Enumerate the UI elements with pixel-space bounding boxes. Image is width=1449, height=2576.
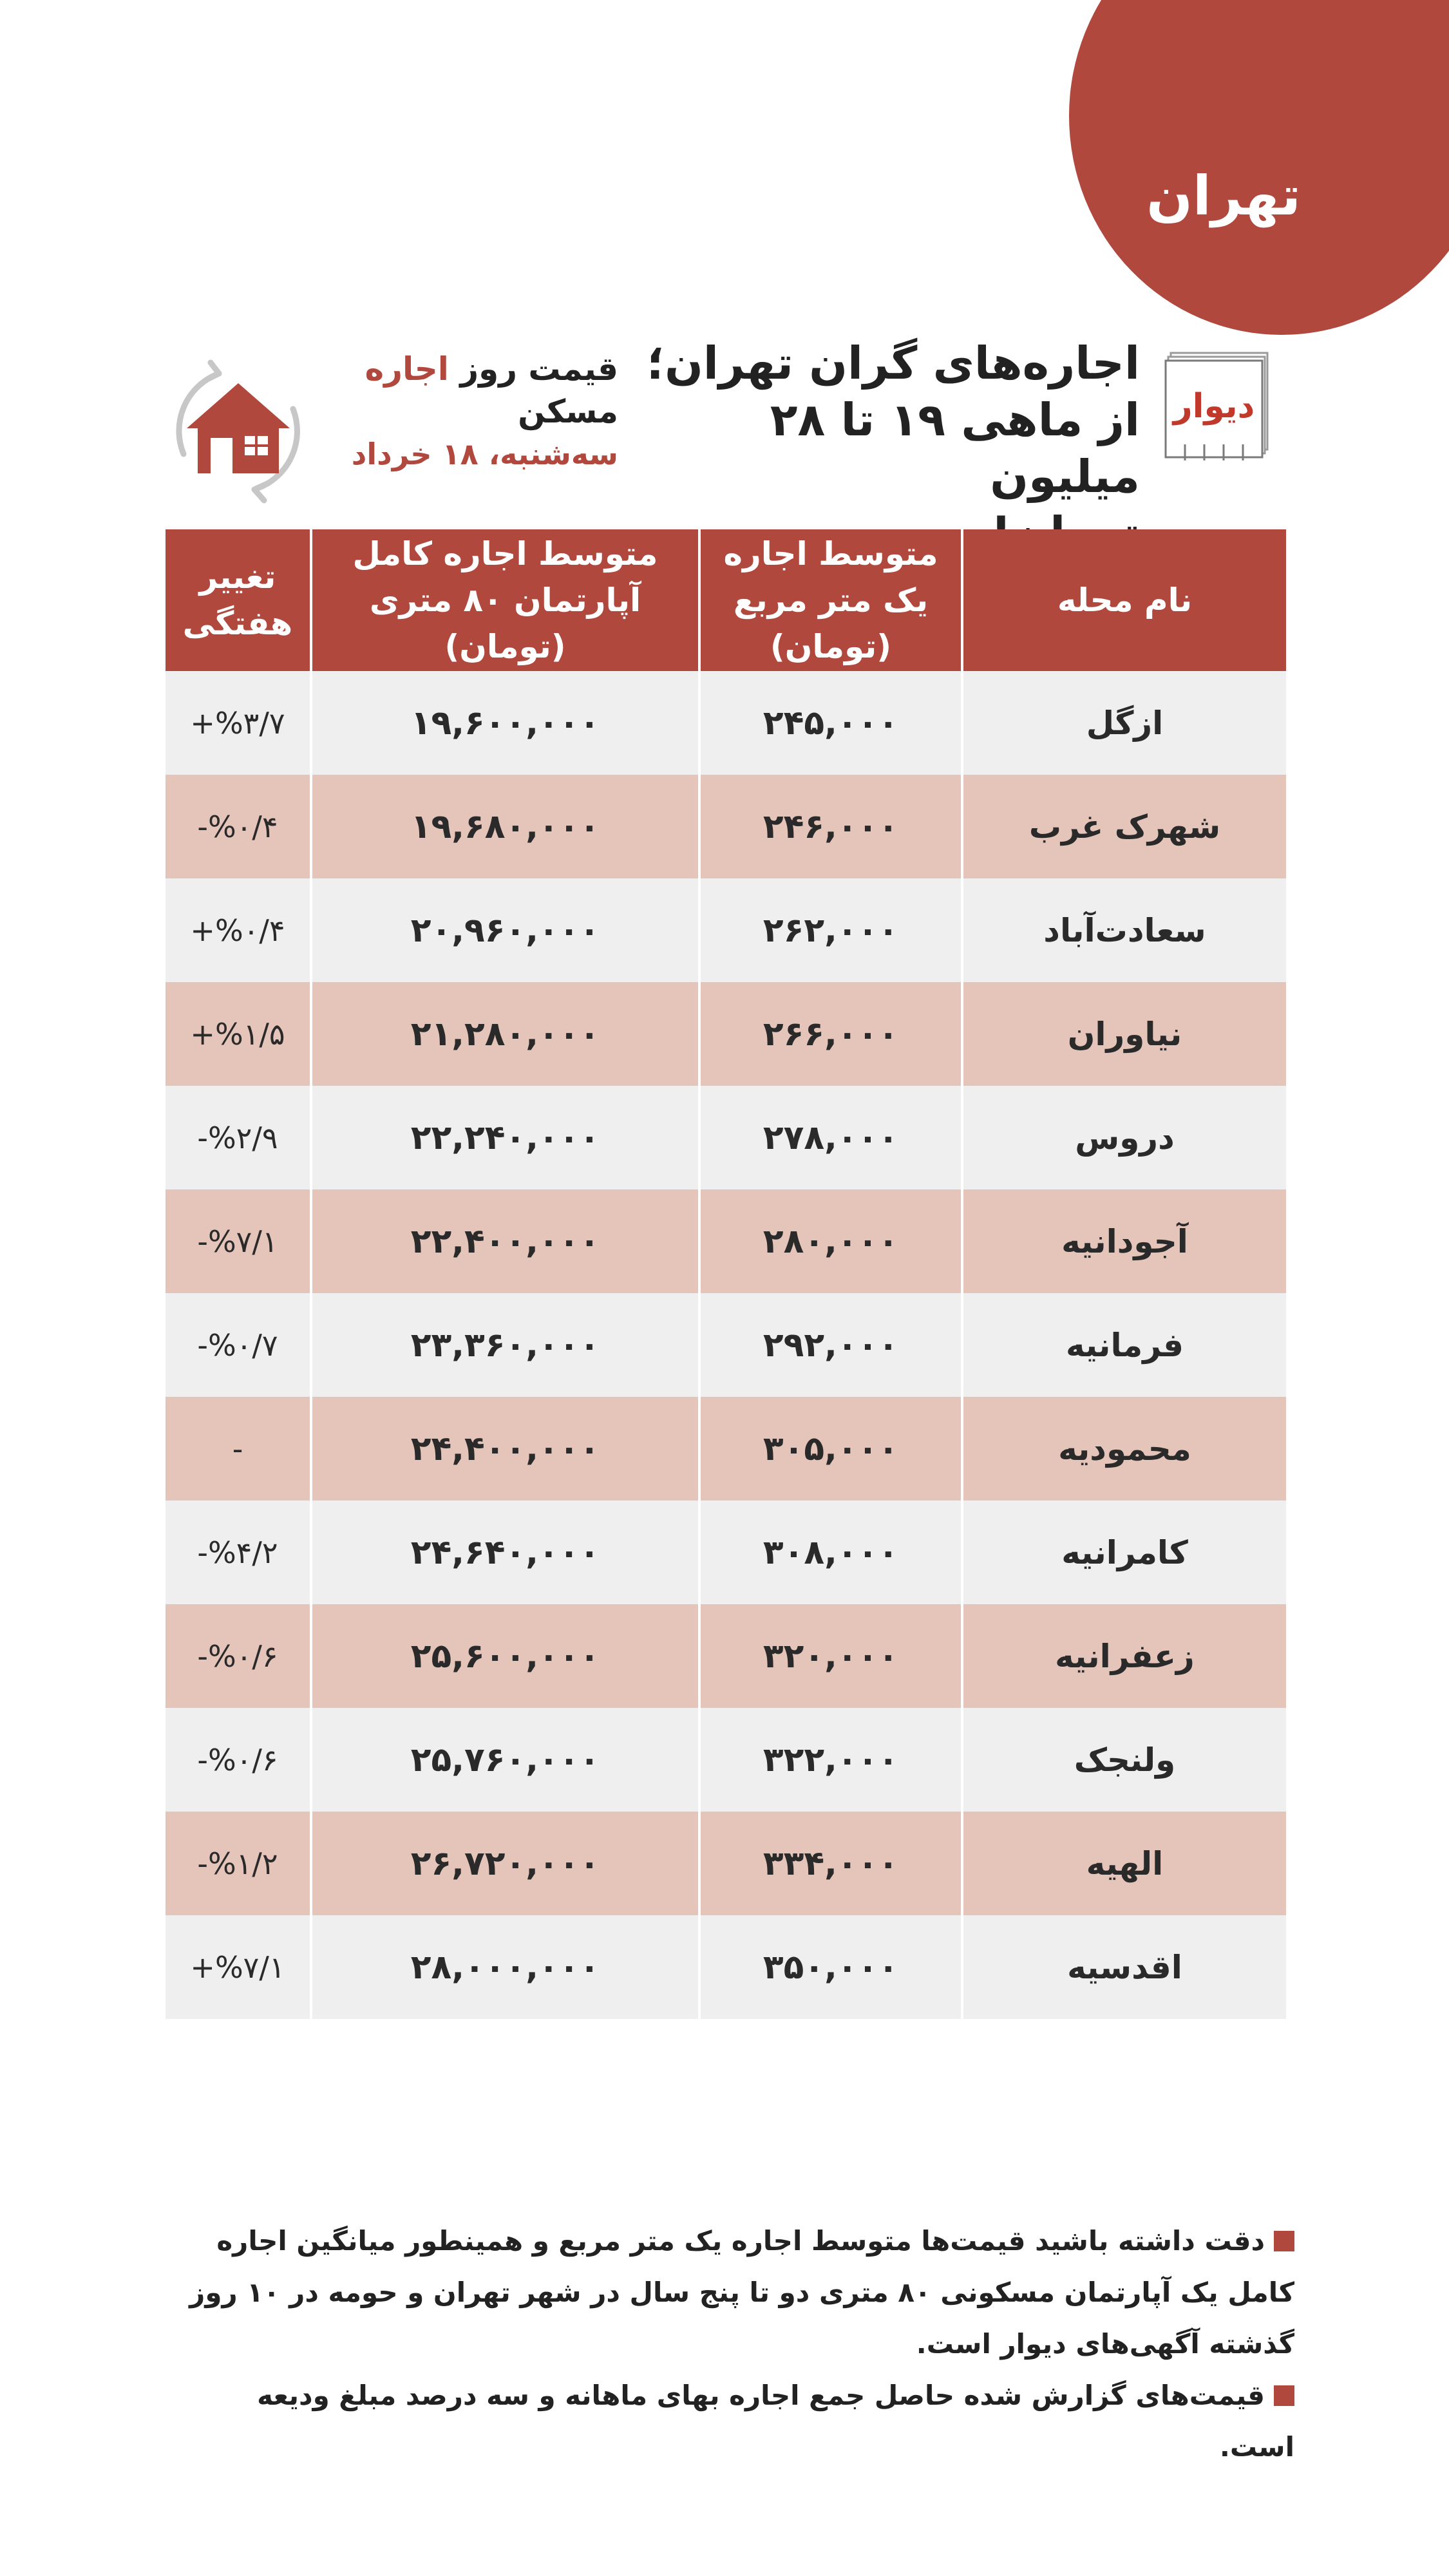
price-info-accent: اجاره [365, 350, 449, 388]
table-row [166, 1708, 1286, 1812]
per-sqm-rent: ۳۲۰,۰۰۰ [698, 1604, 961, 1708]
weekly-change: +%۷/۱ [166, 1915, 310, 2019]
neighborhood-name: ازگل [961, 671, 1286, 775]
per-sqm-rent: ۳۵۰,۰۰۰ [698, 1915, 961, 2019]
neighborhood-name: زعفرانیه [961, 1604, 1286, 1708]
footnotes [187, 2215, 1294, 2473]
per-sqm-rent: ۲۶۶,۰۰۰ [698, 982, 961, 1086]
rent-table [166, 529, 1286, 2019]
square-bullet-icon [1274, 2231, 1294, 2251]
header-neighborhood: نام محله [961, 529, 1286, 671]
table-row [166, 775, 1286, 878]
weekly-change: -%۷/۱ [166, 1189, 310, 1293]
weekly-change: +%۱/۵ [166, 982, 310, 1086]
neighborhood-name: نیاوران [961, 982, 1286, 1086]
table-row [166, 1397, 1286, 1501]
header-weekly-change: تغییر هفتگی [166, 529, 310, 671]
neighborhood-name: شهرک غرب [961, 775, 1286, 878]
header-per-sqm: متوسط اجاره یک متر مربع (تومان) [698, 529, 961, 671]
per-sqm-rent: ۲۷۸,۰۰۰ [698, 1086, 961, 1189]
table-row [166, 1604, 1286, 1708]
full-rent: ۲۴,۶۴۰,۰۰۰ [310, 1501, 698, 1604]
neighborhood-name: ولنجک [961, 1708, 1286, 1812]
table-header-row [166, 529, 1286, 671]
neighborhood-name: الهیه [961, 1812, 1286, 1915]
weekly-change: +%۳/۷ [166, 671, 310, 775]
per-sqm-rent: ۲۹۲,۰۰۰ [698, 1293, 961, 1397]
full-rent: ۱۹,۶۸۰,۰۰۰ [310, 775, 698, 878]
full-rent: ۲۲,۴۰۰,۰۰۰ [310, 1189, 698, 1293]
divar-logo-text: دیوار [1173, 387, 1255, 426]
divar-calendar-logo [1153, 341, 1282, 470]
table-row [166, 671, 1286, 775]
full-rent: ۲۳,۳۶۰,۰۰۰ [310, 1293, 698, 1397]
neighborhood-name: فرمانیه [961, 1293, 1286, 1397]
footnote-2-text: قیمت‌های گزارش شده حاصل جمع اجاره بهای ماهانه و سه درصد مبلغ ودیعه است. [257, 2380, 1294, 2463]
full-rent: ۲۸,۰۰۰,۰۰۰ [310, 1915, 698, 2019]
table-row [166, 1086, 1286, 1189]
table-row [166, 1293, 1286, 1397]
per-sqm-rent: ۳۰۸,۰۰۰ [698, 1501, 961, 1604]
neighborhood-name: سعادت‌آباد [961, 878, 1286, 982]
table-row [166, 1812, 1286, 1915]
per-sqm-rent: ۲۸۰,۰۰۰ [698, 1189, 961, 1293]
full-rent: ۲۵,۷۶۰,۰۰۰ [310, 1708, 698, 1812]
price-info [322, 348, 618, 475]
per-sqm-rent: ۳۲۲,۰۰۰ [698, 1708, 961, 1812]
weekly-change: - [166, 1397, 310, 1501]
weekly-change: -%۱/۲ [166, 1812, 310, 1915]
weekly-change: -%۰/۴ [166, 775, 310, 878]
full-rent: ۲۵,۶۰۰,۰۰۰ [310, 1604, 698, 1708]
neighborhood-name: محمودیه [961, 1397, 1286, 1501]
full-rent: ۱۹,۶۰۰,۰۰۰ [310, 671, 698, 775]
headline [644, 335, 1140, 562]
neighborhood-name: آجودانیه [961, 1189, 1286, 1293]
price-info-suffix: مسکن [518, 393, 618, 430]
table-row [166, 878, 1286, 982]
weekly-change: -%۰/۶ [166, 1604, 310, 1708]
weekly-change: -%۴/۲ [166, 1501, 310, 1604]
per-sqm-rent: ۲۴۵,۰۰۰ [698, 671, 961, 775]
table-row [166, 982, 1286, 1086]
neighborhood-name: کامرانیه [961, 1501, 1286, 1604]
full-rent: ۲۶,۷۲۰,۰۰۰ [310, 1812, 698, 1915]
neighborhood-name: اقدسیه [961, 1915, 1286, 2019]
per-sqm-rent: ۲۶۲,۰۰۰ [698, 878, 961, 982]
per-sqm-rent: ۳۳۴,۰۰۰ [698, 1812, 961, 1915]
weekly-change: -%۰/۷ [166, 1293, 310, 1397]
table-row [166, 1915, 1286, 2019]
footnote-1-text: دقت داشته باشید قیمت‌ها متوسط اجاره یک متر مربع و همینطور میانگین اجاره کامل یک آپارتمان مسکونی ۸۰ متری دو تا پنج سال در شهر تهران و حومه در ۱۰ روز گذشته آگهی‌های دیوار است. [189, 2225, 1294, 2360]
per-sqm-rent: ۳۰۵,۰۰۰ [698, 1397, 961, 1501]
headline-line-1: اجاره‌های گران تهران؛ [647, 337, 1140, 390]
headline-line-2: از ماهی ۱۹ تا ۲۸ میلیون [770, 393, 1140, 503]
price-info-date: سه‌شنبه، ۱۸ خرداد [351, 437, 618, 471]
per-sqm-rent: ۲۴۶,۰۰۰ [698, 775, 961, 878]
full-rent: ۲۴,۴۰۰,۰۰۰ [310, 1397, 698, 1501]
full-rent: ۲۰,۹۶۰,۰۰۰ [310, 878, 698, 982]
price-info-prefix: قیمت روز [460, 350, 618, 388]
full-rent: ۲۱,۲۸۰,۰۰۰ [310, 982, 698, 1086]
table-row [166, 1189, 1286, 1293]
weekly-change: -%۰/۶ [166, 1708, 310, 1812]
price-info-title [322, 348, 618, 433]
full-rent: ۲۲,۲۴۰,۰۰۰ [310, 1086, 698, 1189]
city-title: تهران [1146, 164, 1301, 227]
house-refresh-icon [158, 345, 319, 518]
weekly-change: +%۰/۴ [166, 878, 310, 982]
footnote-1 [187, 2215, 1294, 2370]
table-row [166, 1501, 1286, 1604]
neighborhood-name: دروس [961, 1086, 1286, 1189]
square-bullet-icon [1274, 2385, 1294, 2406]
footnote-2 [187, 2370, 1294, 2473]
header-full-rent: متوسط اجاره کامل آپارتمان ۸۰ متری (تومان) [310, 529, 698, 671]
weekly-change: -%۲/۹ [166, 1086, 310, 1189]
